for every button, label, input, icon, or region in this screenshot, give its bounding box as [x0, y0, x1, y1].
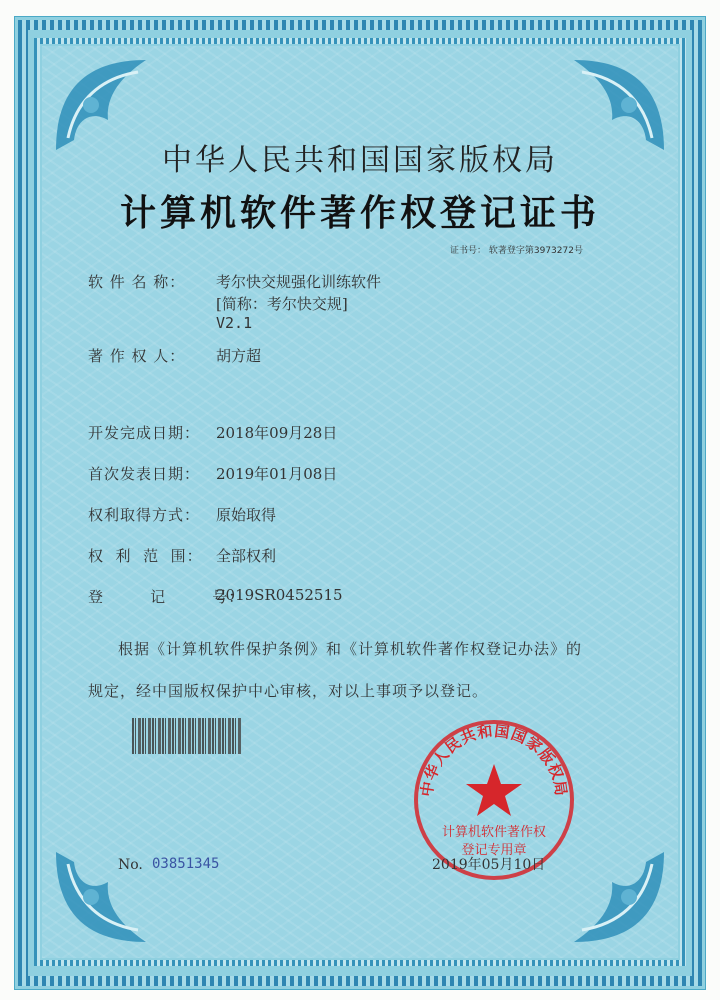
software-version-value: V2.1	[216, 314, 253, 332]
serial-number-value: 03851345	[152, 856, 220, 872]
seal-outer-text: 中华人民共和国国家版权局	[417, 721, 571, 798]
rights-scope-label: 权 利 范 围：	[88, 547, 203, 565]
issue-date: 2019年05月10日	[432, 857, 546, 873]
acquisition-method-value: 原始取得	[216, 506, 277, 524]
barcode	[132, 718, 242, 754]
registration-number-value: 2019SR0452515	[216, 586, 343, 604]
statement-line-1: 根据《计算机软件保护条例》和《计算机软件著作权登记办法》的	[118, 640, 583, 658]
seal-inner-line-1: 计算机软件著作权	[441, 825, 547, 840]
software-name-value: 考尔快交规强化训练软件	[216, 273, 382, 291]
statement-line-2: 规定，经中国版权保护中心审核，对以上事项予以登记。	[88, 682, 489, 700]
certificate-number: 证书号： 软著登字第3973272号	[450, 246, 583, 256]
certificate-title: 计算机软件著作权登记证书	[119, 192, 600, 234]
copyright-owner-label: 著 作 权 人：	[88, 347, 186, 365]
issuer-title: 中华人民共和国国家版权局	[162, 143, 558, 178]
serial-number-label: No.	[118, 857, 143, 873]
copyright-owner-value: 胡方超	[216, 347, 262, 365]
completion-date-label: 开发完成日期：	[88, 424, 201, 442]
seal-inner-line-2: 登记专用章	[461, 843, 527, 858]
acquisition-method-label: 权利取得方式：	[88, 506, 201, 524]
rights-scope-value: 全部权利	[216, 547, 277, 565]
completion-date-value: 2018年09月28日	[216, 424, 338, 442]
publication-date-value: 2019年01月08日	[216, 465, 338, 483]
publication-date-label: 首次发表日期：	[88, 465, 201, 483]
software-name-label: 软 件 名 称：	[88, 273, 186, 291]
registration-number-label: 登 记 号：	[88, 588, 245, 606]
software-short-name-value: [简称：考尔快交规]	[216, 295, 348, 313]
